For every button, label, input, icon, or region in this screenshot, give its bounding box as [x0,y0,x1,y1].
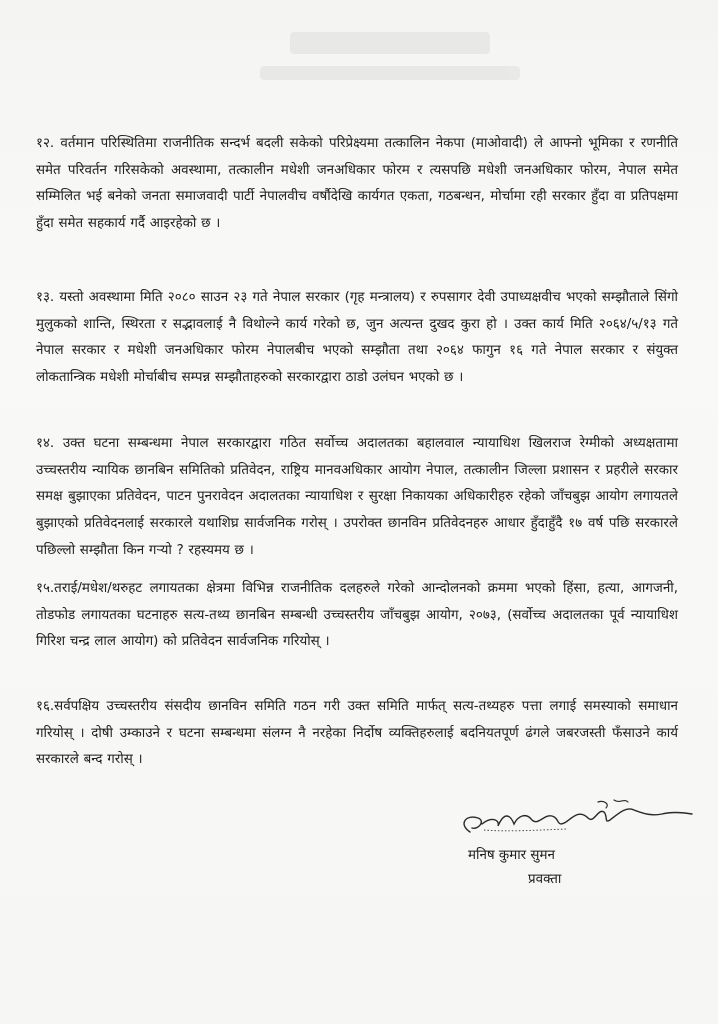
handwritten-signature [448,794,698,844]
signatory-title: प्रवक्ता [528,872,562,887]
paragraph-14: १४. उक्त घटना सम्बन्धमा नेपाल सरकारद्वारा गठित सर्वोच्च अदालतका बहालवाल न्यायाधिश खिलराज रेग्मीको अध्यक्षतामा उच्चस्तरीय न्यायिक छानबिन समितिको प्रतिवेदन, राष्ट्रिय मानवअधिकार आयोग नेपाल, तत्कालीन जिल्ला प्रशासन र प्रहरीले सरकार समक्ष बुझाएका प्रतिवेदन, पाटन पुनरावेदन अदालतका न्यायाधिश र सुरक्षा निकायका अधिकारीहरु रहेको जाँचबुझ आयोग लगायतले बुझाएको प्रतिवेदनलाई सरकारले यथाशिघ्र सार्वजनिक गरोस् । उपरोक्त छानविन प्रतिवेदनहरु आधार हुँदाहुँदै १७ वर्ष पछि सरकारले पछिल्लो सम्झौता किन गऱ्यो ? रहस्यमय छ । [36,436,678,558]
signature-block [440,790,700,910]
signatory-name: मनिष कुमार सुमन [468,848,555,863]
faded-letterhead-mark [290,32,490,54]
paragraph-12: १२. वर्तमान परिस्थितिमा राजनीतिक सन्दर्भ बदली सकेको परिप्रेक्ष्यमा तत्कालिन नेकपा (माओवादी) ले आफ्नो भूमिका र रणनीति समेत परिवर्तन गरिसकेको अवस्थामा, तत्कालीन मधेशी जनअधिकार फोरम र त्यसपछि मधेशी जनअधिकार फोरम, नेपाल समेत सम्मिलित भई बनेको जनता समाजवादी पार्टी नेपालवीच वर्षौदेखि कार्यगत एकता, गठबन्धन, मोर्चामा रही सरकार हुँदा वा प्रतिपक्षमा हुँदा समेत सहकार्य गर्दै आइरहेको छ । [36,136,678,232]
faded-letterhead [200,28,580,98]
paragraph-15: १५.तराई/मधेश/थरुहट लगायतका क्षेत्रमा विभिन्न राजनीतिक दलहरुले गरेको आन्दोलनको क्रममा भएको हिंसा, हत्या, आगजनी, तोडफोड लगायतका घटनाहरु सत्य-तथ्य छानबिन सम्बन्धी उच्चस्तरीय जाँचबुझ आयोग, २०७३, (सर्वोच्च अदालतका पूर्व न्यायाधिश गिरिश चन्द्र लाल आयोग) को प्रतिवेदन सार्वजनिक गरियोस् । [36,581,678,650]
faded-letterhead-mark [260,66,520,80]
paragraph-13: १३. यस्तो अवस्थामा मिति २०८० साउन २३ गते नेपाल सरकार (गृह मन्त्रालय) र रुपसागर देवी उपाध्यक्षवीच भएको सम्झौताले सिंगो मुलुकको शान्ति, स्थिरता र सद्भावलाई नै विथोल्ने कार्य गरेको छ, जुन अत्यन्त दुखद कुरा हो । उक्त कार्य मिति २०६४/५/१३ गते नेपाल सरकार र मधेशी जनअधिकार फोरम नेपालबीच भएको सम्झौता तथा २०६४ फागुन १६ गते नेपाल सरकार र संयुक्त लोकतान्त्रिक मधेशी मोर्चाबीच सम्पन्न सम्झौताहरुको सरकारद्वारा ठाडो उलंघन भएको छ । [36,290,678,386]
paragraph-16: १६.सर्वपक्षिय उच्चस्तरीय संसदीय छानविन समिति गठन गरी उक्त समिति मार्फत् सत्य-तथ्यहरु पत्ता लगाई समस्याको समाधान गरियोस् । दोषी उम्काउने र घटना सम्बन्धमा संलग्न नै नरहेका निर्दोष व्यक्तिहरुलाई बदनियतपूर्ण ढंगले जबरजस्ती फँसाउने कार्य सरकारले बन्द गरोस् । [36,699,678,768]
